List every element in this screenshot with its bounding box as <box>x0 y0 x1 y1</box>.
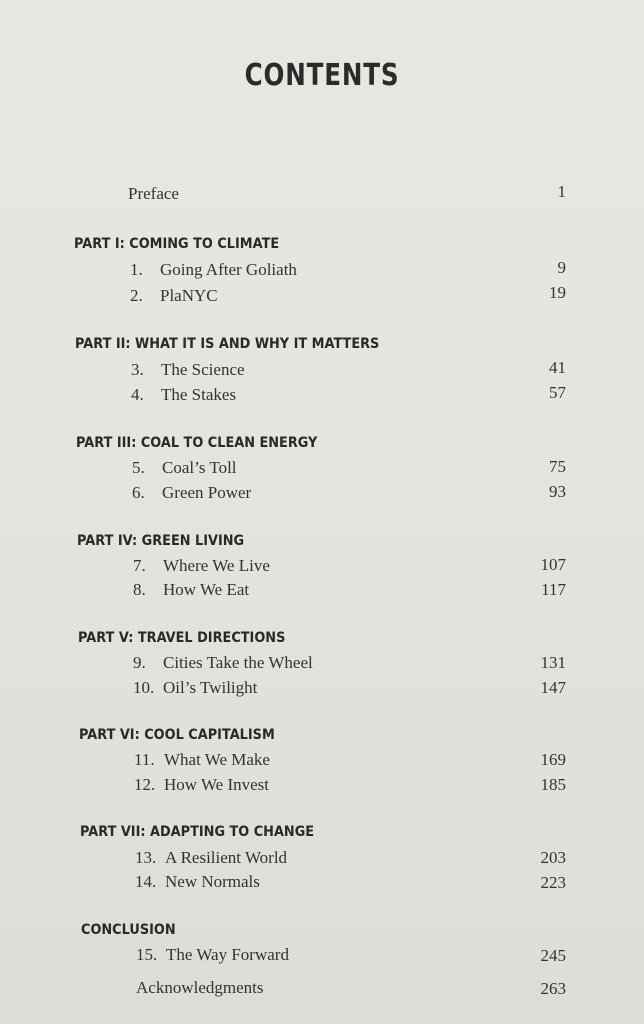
chapter-page: 19 <box>549 283 566 302</box>
toc-chapter <box>132 456 237 480</box>
chapter-number: 4. <box>131 385 144 404</box>
page-title: CONTENTS <box>244 58 400 93</box>
chapter-title: Coal’s Toll <box>162 458 237 477</box>
toc-chapter <box>133 554 270 578</box>
chapter-number: 3. <box>131 360 144 379</box>
chapter-page: 203 <box>540 848 566 867</box>
toc-chapter <box>136 943 289 967</box>
chapter-page: 185 <box>540 775 566 794</box>
part-heading: PART IV: GREEN LIVING <box>77 533 245 549</box>
chapter-title: Where We Live <box>163 556 270 575</box>
toc-chapter <box>131 358 245 382</box>
chapter-number: 2. <box>130 286 143 305</box>
chapter-title: Green Power <box>162 483 252 502</box>
toc-chapter <box>130 258 297 282</box>
chapter-title: New Normals <box>165 872 260 891</box>
chapter-page: 9 <box>557 258 566 277</box>
chapter-page: 223 <box>540 873 566 892</box>
chapter-number: 6. <box>132 483 145 502</box>
toc-chapter <box>135 870 260 894</box>
part-heading: PART I: COMING TO CLIMATE <box>74 236 280 252</box>
chapter-page: 93 <box>549 482 566 501</box>
chapter-title: The Science <box>161 360 245 379</box>
chapter-title: The Stakes <box>161 385 237 404</box>
toc-acknowledgments-label: Acknowledgments <box>136 978 264 997</box>
chapter-title: The Way Forward <box>166 945 289 964</box>
chapter-number: 15. <box>136 945 158 964</box>
toc-preface-label: Preface <box>128 184 179 203</box>
chapter-page: 131 <box>540 653 566 672</box>
toc-chapter <box>133 651 313 675</box>
toc-chapter <box>135 846 287 870</box>
toc-chapter <box>132 481 251 505</box>
chapter-number: 14. <box>135 872 157 891</box>
toc-chapter <box>131 383 236 407</box>
chapter-page: 117 <box>541 580 566 599</box>
chapter-page: 245 <box>540 946 566 965</box>
toc-chapter <box>133 578 249 602</box>
chapter-title: PlaNYC <box>160 286 218 305</box>
chapter-title: How We Invest <box>164 775 270 794</box>
toc-chapter <box>130 284 218 308</box>
part-heading: PART VII: ADAPTING TO CHANGE <box>80 824 315 840</box>
chapter-number: 11. <box>134 750 155 769</box>
chapter-title: Going After Goliath <box>160 260 297 279</box>
chapter-number: 8. <box>133 580 146 599</box>
chapter-number: 10. <box>133 678 155 697</box>
chapter-page: 107 <box>540 555 566 574</box>
part-heading: CONCLUSION <box>81 922 176 938</box>
toc-preface-page: 1 <box>557 182 566 201</box>
chapter-page: 169 <box>540 750 566 769</box>
chapter-title: What We Make <box>164 750 270 769</box>
toc-chapter <box>134 773 269 797</box>
part-heading: PART III: COAL TO CLEAN ENERGY <box>76 435 318 451</box>
chapter-page: 147 <box>540 678 566 697</box>
chapter-number: 7. <box>133 556 146 575</box>
part-heading: PART VI: COOL CAPITALISM <box>79 727 275 743</box>
toc-chapter <box>133 676 257 700</box>
chapter-title: A Resilient World <box>165 848 288 867</box>
part-heading: PART V: TRAVEL DIRECTIONS <box>78 630 286 646</box>
chapter-title: Oil’s Twilight <box>163 678 258 697</box>
chapter-number: 12. <box>134 775 156 794</box>
chapter-number: 5. <box>132 458 145 477</box>
chapter-page: 75 <box>549 457 566 476</box>
chapter-number: 1. <box>130 260 143 279</box>
chapter-number: 9. <box>133 653 146 672</box>
toc-acknowledgments-page: 263 <box>540 979 566 998</box>
chapter-title: How We Eat <box>163 580 250 599</box>
part-heading: PART II: WHAT IT IS AND WHY IT MATTERS <box>75 336 380 352</box>
chapter-page: 57 <box>549 383 566 402</box>
chapter-page: 41 <box>549 358 566 377</box>
chapter-title: Cities Take the Wheel <box>163 653 313 672</box>
toc-chapter <box>134 748 270 772</box>
chapter-number: 13. <box>135 848 157 867</box>
